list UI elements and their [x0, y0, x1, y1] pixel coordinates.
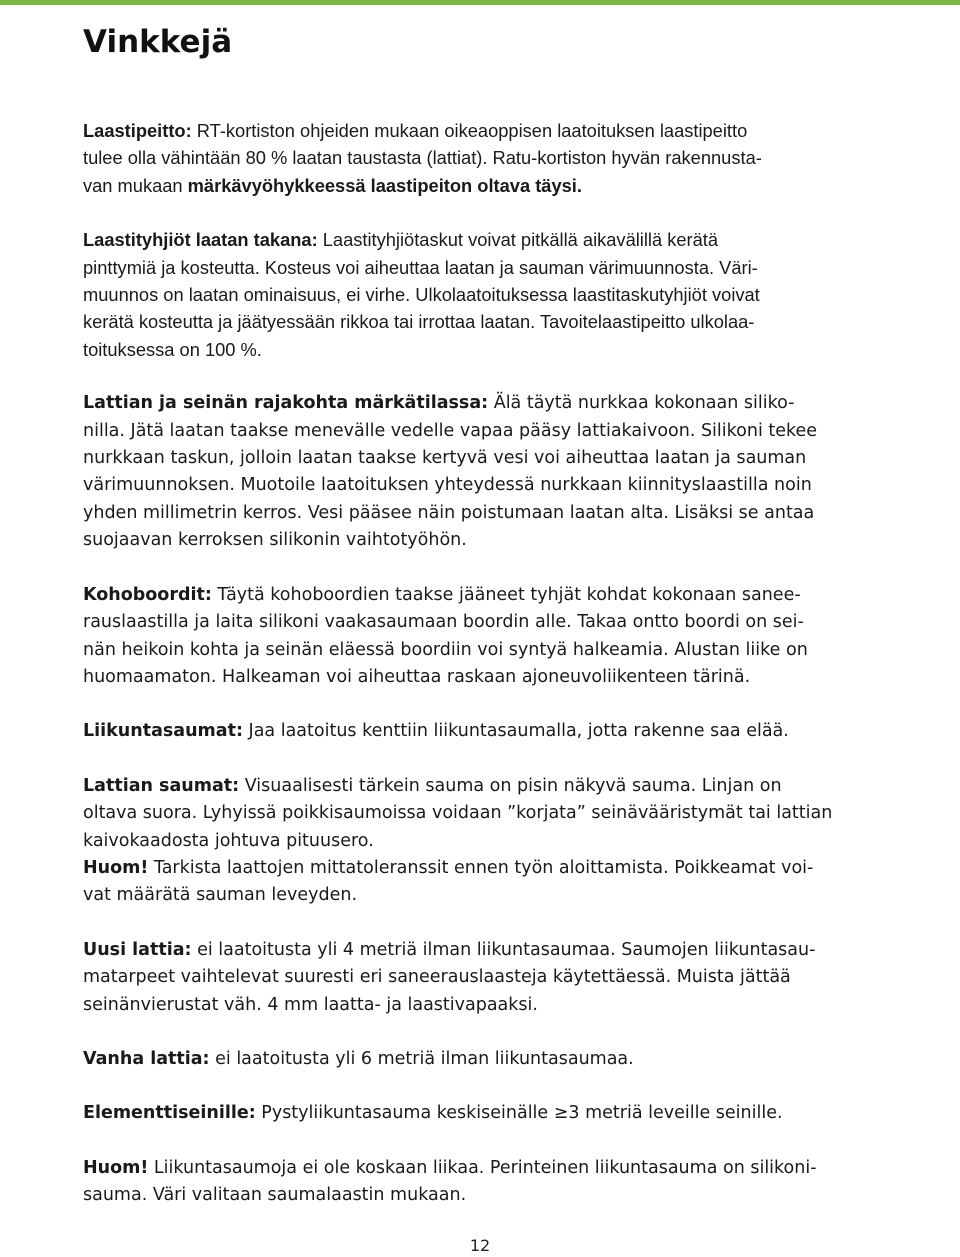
tip-rajakohta: Lattian ja seinän rajakohta märkätilassa: Älä täytä nurkkaa kokonaan siliko- nilla. Jätä laatan taakse menevälle vedelle vapaa pääsy lattiakaivoon. Silikoni tekee nurkkaan taskun, jolloin laatan taakse kertyvä vesi voi aiheuttaa laatan ja sauman värimuunnoksen. Muotoile laatoituksen yhteydessä nurkkaan kiinnityslaastilla noin yhden millimetrin kerros. Vesi pääsee näin poistumaan laatan alta. Lisäksi se antaa suojaavan kerroksen silikonin vaihtotyöhön.	[83, 393, 818, 551]
tip-label: Liikuntasaumat:	[83, 721, 243, 742]
tip-label: Laastipeitto:	[83, 120, 192, 141]
tip-lattian-saumat: Lattian saumat: Visuaalisesti tärkein sauma on pisin näkyvä sauma. Linjan on oltava suora. Lyhyissä poikkisaumoissa voidaan ”korjata” seinävääristymät tai lattian kaivokaadosta johtuva pituusero. Huom! Tarkista laattojen mittatoleranssit ennen työn aloittamista. Poikkeamat voi- vat määrätä sauman leveyden.	[83, 775, 833, 906]
tip-label: Huom!	[83, 857, 149, 878]
tip-label: Lattian saumat:	[83, 775, 240, 796]
top-accent-bar	[0, 0, 960, 5]
tip-elementtiseinille: Elementtiseinille: Pystyliikuntasauma keskiseinälle ≥3 metriä leveille seinille.	[83, 1103, 783, 1124]
tip-laastityhjiot: Laastityhjiöt laatan takana: Laastityhjiötaskut voivat pitkällä aikavälillä kerätä pinttymiä ja kosteutta. Kosteus voi aiheuttaa laatan ja sauman värimuunnosta. Väri- muunnos on laatan ominaisuus, ei virhe. Ulkolaatoituksessa laastitaskutyhjiöt voivat kerätä kosteutta ja jäätyessään rikkoa tai irrottaa laatan. Tavoitelaastipeitto ulkolaa- toituksessa on 100 %.	[83, 229, 760, 360]
page-title: Vinkkejä	[83, 24, 233, 60]
tip-liikuntasaumat: Liikuntasaumat: Jaa laatoitus kenttiin liikuntasaumalla, jotta rakenne saa elää.	[83, 721, 789, 742]
tip-label: Lattian ja seinän rajakohta märkätilassa:	[83, 393, 489, 414]
tip-kohoboordit: Kohoboordit: Täytä kohoboordien taakse jääneet tyhjät kohdat kokonaan sanee- rauslaastilla ja laita silikoni vaakasaumaan boordin alle. Takaa ontto boordi on sei- nän heikoin kohta ja seinän eläessä boordiin voi syntyä halkeamia. Alustan liike on huomaamaton. Halkeaman voi aiheuttaa raskaan ajoneuvoliikenteen tärinä.	[83, 584, 808, 687]
tip-label: Huom!	[83, 1157, 149, 1178]
tip-label: Elementtiseinille:	[83, 1103, 256, 1124]
tip-label: Kohoboordit:	[83, 584, 212, 605]
tip-vanha-lattia: Vanha lattia: ei laatoitusta yli 6 metriä ilman liikuntasaumaa.	[83, 1048, 634, 1069]
tip-label: Uusi lattia:	[83, 939, 192, 960]
tips-content	[83, 117, 883, 1210]
tip-uusi-lattia: Uusi lattia: ei laatoitusta yli 4 metriä ilman liikuntasaumaa. Saumojen liikuntasau- matarpeet vaihtelevat suuresti eri saneerauslaasteja käytettäessä. Muista jättää seinänvierustat väh. 4 mm laatta- ja laastivapaaksi.	[83, 939, 816, 1015]
tip-huom: Huom! Liikuntasaumoja ei ole koskaan liikaa. Perinteinen liikuntasauma on silikoni- sauma. Väri valitaan saumalaastin mukaan.	[83, 1157, 817, 1206]
tip-label: Vanha lattia:	[83, 1048, 210, 1069]
page-number: 12	[469, 1236, 491, 1255]
tip-laastipeitto: Laastipeitto: RT-kortiston ohjeiden mukaan oikeaoppisen laatoituksen laastipeitto tulee olla vähintään 80 % laatan taustasta (lattiat). Ratu-kortiston hyvän rakennusta- van mukaan märkävyöhykkeessä laastipeiton oltava täysi.	[83, 120, 762, 196]
tip-label: Laastityhjiöt laatan takana:	[83, 229, 318, 251]
